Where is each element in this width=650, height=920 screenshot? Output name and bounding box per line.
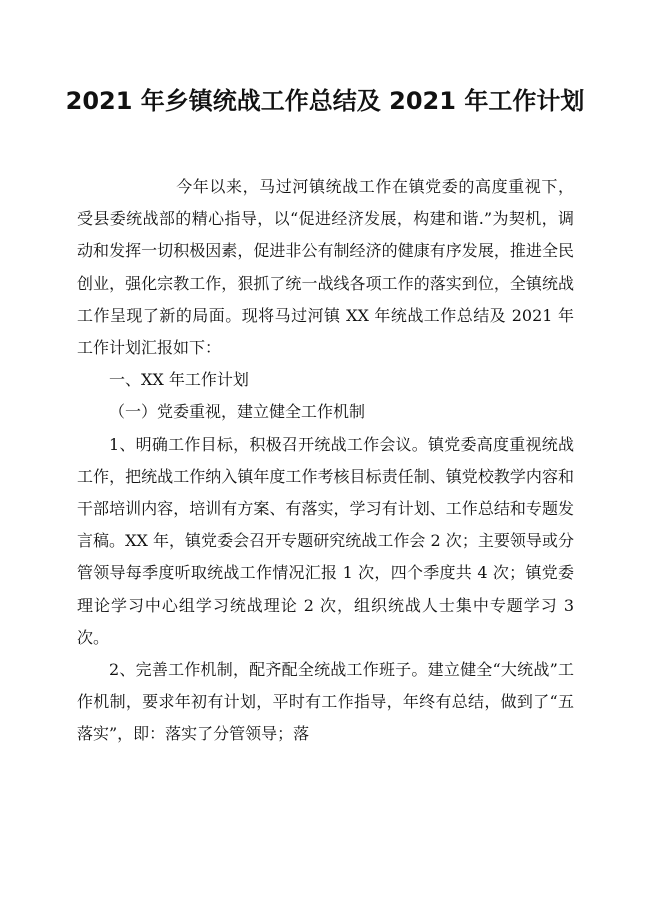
- body-paragraph-1: 1、明确工作目标，积极召开统战工作会议。镇党委高度重视统战工作，把统战工作纳入镇年度工作考核目标责任制、镇党校教学内容和干部培训内容，培训有方案、有落实，学习有计划、工作总结和专题发言稿。XX 年，镇党委会召开专题研究统战工作会 2 次；主要领导或分管领导每季度听取统战工作情况汇报 1 次，四个季度共 4 次；镇党委理论学习中心组学习统战理论 2 次，组织统战人士集中专题学习 3 次。: [77, 434, 574, 647]
- document-title: 2021 年乡镇统战工作总结及 2021 年工作计划: [65, 87, 585, 115]
- body-paragraph-2: 2、完善工作机制，配齐配全统战工作班子。建立健全“大统战”工作机制，要求年初有计划，平时有工作指导，年终有总结，做到了“五落实”，即：落实了分管领导；落: [77, 660, 574, 744]
- document-body: [77, 171, 574, 751]
- section-heading: 一、XX 年工作计划: [109, 370, 249, 390]
- intro-paragraph: 今年以来，马过河镇统战工作在镇党委的高度重视下，受县委统战部的精心指导，以“促进经济发展，构建和谐.”为契机，调动和发挥一切积极因素，促进非公有制经济的健康有序发展，推进全民创业，强化宗教工作，狠抓了统一战线各项工作的落实到位，全镇统战工作呈现了新的局面。现将马过河镇 XX 年统战工作总结及 2021 年工作计划汇报如下：: [77, 177, 574, 358]
- subsection-heading: （一）党委重视，建立健全工作机制: [109, 402, 366, 422]
